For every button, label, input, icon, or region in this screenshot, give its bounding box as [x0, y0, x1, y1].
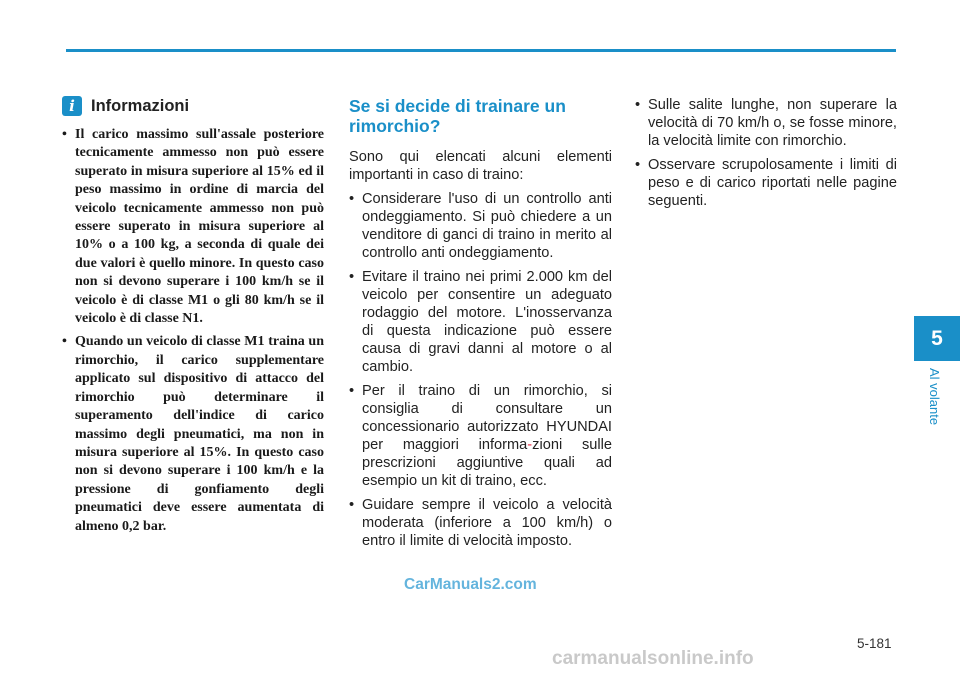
- section-item-1: • Considerare l'uso di un controllo anti ondeggiamento. Si può chiedere a un venditore di ganci di traino in merito al controllo anti ondeggiamento.: [349, 190, 612, 262]
- right-item-1: • Sulle salite lunghe, non superare la velocità di 70 km/h o, se fosse minore, la velocità limite con rimorchio.: [635, 96, 897, 150]
- info-item-2: • Quando un veicolo di classe M1 traina un rimorchio, il carico supplementare applicato sul dispositivo di attacco del rimorchio può determinare il superamento dell'indice di carico massimo degli pneumatici, ma non in misura superiore al 15%. In questo caso non si devono superare i 100 km/h e la pressione di gonfiamento degli pneumatici deve essere aumentata di almeno 0,2 bar.: [62, 333, 324, 535]
- hyphen-mark: -: [527, 437, 533, 453]
- page-number: 5-181: [857, 636, 892, 651]
- section-item-3: [349, 382, 612, 490]
- section-item-3-text-a: Per il traino di un rimorchio, si consiglia di consultare un concessionario autorizzato HYUNDAI per maggiori informa: [362, 383, 612, 453]
- header-rule: [66, 49, 896, 52]
- watermark-carmanualsonline[interactable]: carmanualsonline.info: [552, 648, 754, 669]
- info-item-1: • Il carico massimo sull'assale posteriore tecnicamente ammesso non può essere superato in misura superiore al 15% ed il peso massimo in ordine di marcia del veicolo tecnicamente ammesso non può essere superato in misura superiore al 10% o a 100 kg, a seconda di quale dei due valori è quello minore. In questo caso non si devono superare i 100 km/h se il veicolo è di classe M1 o gli 80 km/h se il veicolo è di classe N1.: [62, 126, 324, 328]
- right-column: [635, 96, 897, 216]
- section-item-4: • Guidare sempre il veicolo a velocità moderata (inferiore a 100 km/h) o entro il limite di velocità imposto.: [349, 496, 612, 550]
- section-item-2: • Evitare il traino nei primi 2.000 km del veicolo per consentire un adeguato rodaggio del motore. L'inosservanza di questa indicazione può essere causa di gravi danni al motore o al cambio.: [349, 268, 612, 376]
- section-list: [349, 190, 612, 550]
- section-intro: Sono qui elencati alcuni elementi importanti in caso di traino:: [349, 149, 612, 183]
- watermark-carmanuals2[interactable]: CarManuals2.com: [404, 576, 537, 593]
- info-icon: i: [62, 96, 82, 116]
- chapter-label: Al volante: [927, 368, 942, 426]
- info-header: [62, 96, 324, 116]
- section-item-3-text-b: zioni sulle prescrizioni aggiuntive quali ad esempio un kit di traino, ecc.: [362, 437, 612, 489]
- right-item-2: • Osservare scrupolosamente i limiti di peso e di carico riportati nelle pagine seguenti.: [635, 156, 897, 210]
- info-list: [62, 126, 324, 536]
- towing-section: [349, 96, 612, 556]
- right-list: [635, 96, 897, 210]
- section-title: Se si decide di trainare un rimorchio?: [349, 96, 566, 136]
- chapter-tab[interactable]: 5: [914, 316, 960, 361]
- info-box: [62, 96, 324, 541]
- info-title: Informazioni: [91, 96, 190, 115]
